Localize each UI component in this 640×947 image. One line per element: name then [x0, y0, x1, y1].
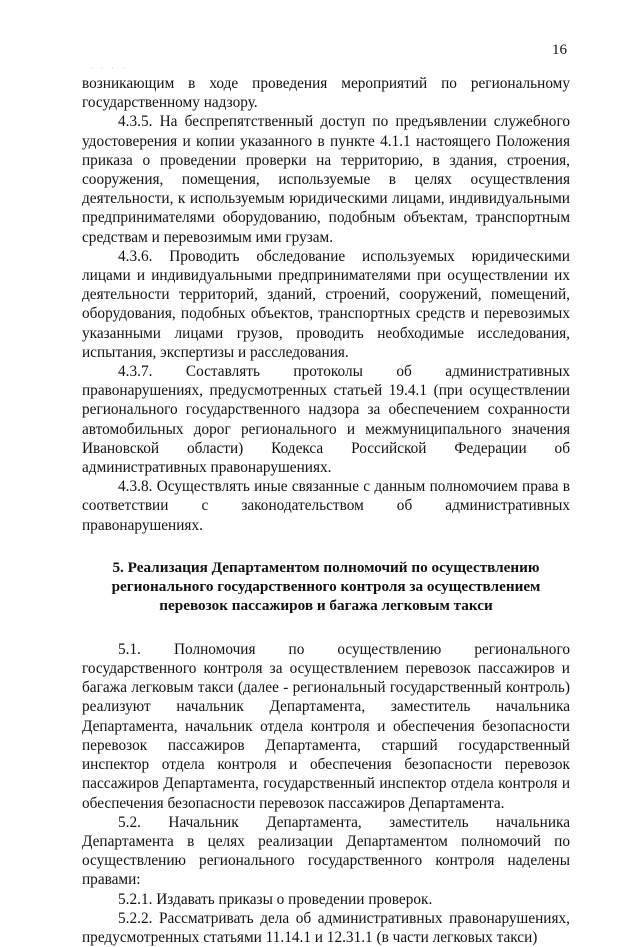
- paragraph-4-3-7: 4.3.7. Составлять протоколы об административных правонарушениях, предусмотренных статьей 19.4.1 (при осуществлении регионального государственного надзора за обеспечением сохранности автомобильных дорог регионального и межмуниципального значения Ивановской области) Кодекса Российской Федерации об административных правонарушениях.: [82, 363, 570, 477]
- paragraph-4-3-6: 4.3.6. Проводить обследование используемых юридическими лицами и индивидуальными предпринимателями при осуществлении их деятельности территорий, зданий, строений, сооружений, помещений, оборудования, подобных объектов, транспортных средств и перевозимых указанными лицами грузов, проводить необходимые исследования, испытания, экспертизы и расследования.: [82, 247, 570, 361]
- paragraph-4-3-8: 4.3.8. Осуществлять иные связанные с данным полномочием права в соответствии с законодательством об административных правонарушениях.: [82, 478, 570, 534]
- document-body: [82, 74, 570, 947]
- paragraph-5-1: 5.1. Полномочия по осуществлению регионального государственного контроля за осуществлением перевозок пассажиров и багажа легковым такси (далее - региональный государственный контроль) реализуют начальник Департамента, заместитель начальника Департамента, начальник отдела контроля и обеспечения безопасности перевозок пассажиров Департамента, старший государственный инспектор отдела контроля и обеспечения безопасности перевозок пассажиров Департамента, государственный инспектор отдела контроля и обеспечения безопасности перевозок пассажиров Департамента.: [82, 640, 570, 812]
- paragraph-5-2: 5.2. Начальник Департамента, заместитель начальника Департамента в целях реализации Департаментом полномочий по осуществлению регионального государственного контроля наделены правами:: [82, 813, 570, 889]
- section-heading: 5. Реализация Департаментом полномочий по осуществлению регионального государственного контроля за осуществлением перевозок пассажиров и багажа легковым такси: [111, 558, 541, 614]
- paragraph-5-2-1: 5.2.1. Издавать приказы о проведении проверок.: [118, 890, 433, 908]
- paragraph-5-2-2: 5.2.2. Рассматривать дела об административных правонарушениях, предусмотренных статьями 11.14.1 и 12.31.1 (в части легковых такси): [82, 909, 570, 946]
- page-number: 16: [552, 42, 567, 58]
- paragraph-4-3-5: 4.3.5. На беспрепятственный доступ по предъявлении служебного удостоверения и копии указанного в пункте 4.1.1 настоящего Положения приказа о проведении проверки на территорию, в здания, строения, сооружения, помещения, используемые в целях осуществления деятельности, к используемым юридическими лицами, индивидуальными предпринимателями оборудованию, подобным объектам, транспортным средствам и перевозимым ими грузам.: [82, 113, 570, 246]
- scan-artifact: · · · ·: [90, 64, 128, 73]
- paragraph-continuation: возникающим в ходе проведения мероприятий по региональному государственному надзору.: [82, 75, 570, 112]
